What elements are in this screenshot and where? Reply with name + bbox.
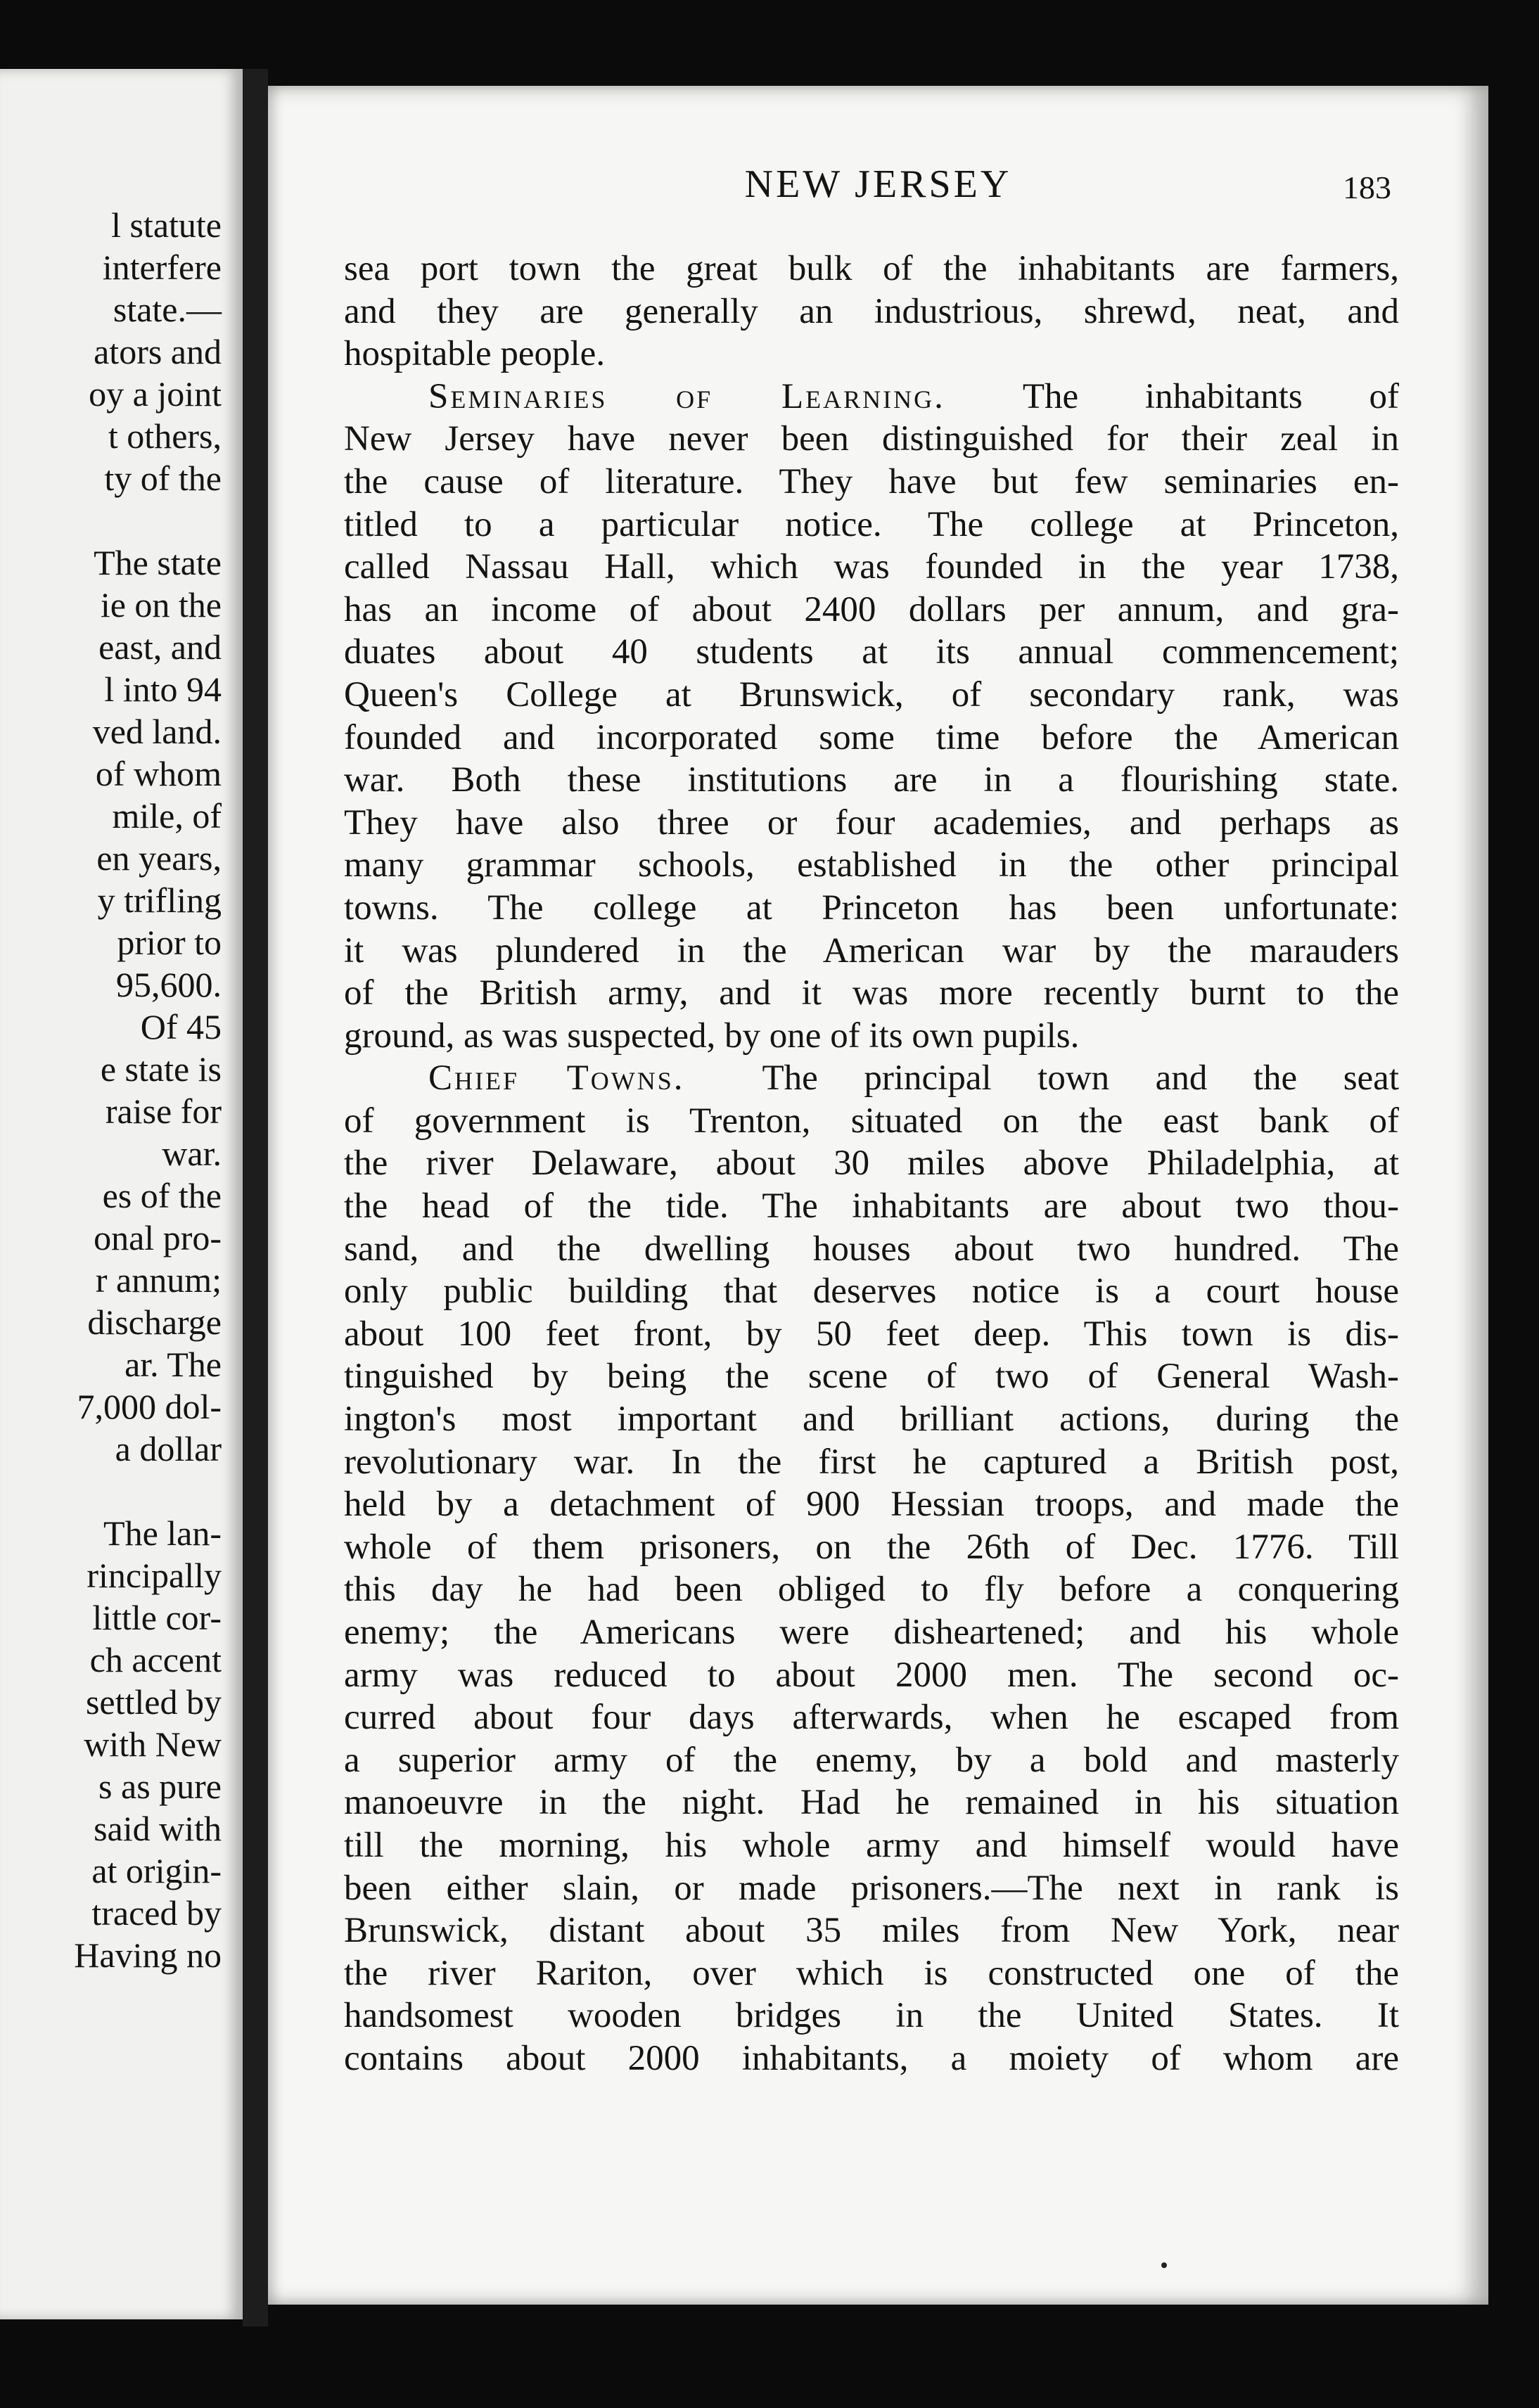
left-page-line: with New [84, 1724, 222, 1764]
running-head: NEW JERSEY [744, 162, 1012, 206]
right-page [268, 86, 1488, 2305]
left-page-line: settled by [85, 1682, 222, 1722]
text-line: curred about four days afterwards, when he escaped from [344, 1698, 1399, 1738]
left-page-line: ar. The [124, 1345, 222, 1384]
text-line: founded and incorporated some time before the American [344, 717, 1399, 757]
left-page-line: The state [94, 543, 222, 582]
left-page-line: discharge [87, 1302, 222, 1342]
left-page-line: prior to [117, 923, 222, 962]
text-line: the head of the tide. The inhabitants are about two thou- [344, 1186, 1399, 1227]
text-line: Queen's College at Brunswick, of secondary rank, was [344, 674, 1399, 715]
left-page-line: ty of the [104, 459, 222, 498]
left-page-line: Having no [74, 1935, 222, 1975]
ink-speck [1161, 2262, 1167, 2268]
text-line: titled to a particular notice. The college at Princeton, [344, 504, 1399, 544]
left-page-line: l into 94 [104, 670, 222, 709]
text-line: till the morning, his whole army and himself would have [344, 1825, 1399, 1865]
text-line: the cause of literature. They have but few seminaries en- [344, 461, 1399, 501]
text-fragment: The inhabitants of [1022, 376, 1399, 416]
left-page-line: The lan- [103, 1513, 222, 1553]
text-line: only public building that deserves notice is a court house [344, 1272, 1399, 1312]
section-heading: Chief Towns. [428, 1058, 685, 1099]
text-line: Brunswick, distant about 35 miles from New York, near [344, 1911, 1399, 1951]
left-page-line: 95,600. [116, 965, 222, 1004]
left-page-line: onal pro- [94, 1218, 222, 1257]
left-page-line: war. [162, 1134, 222, 1173]
text-line: war. Both these institutions are in a flourishing state. [344, 760, 1399, 800]
left-page-line: ie on the [100, 585, 222, 625]
text-line: and they are generally an industrious, shrewd, neat, and [344, 291, 1399, 331]
left-page-line: l statute [111, 205, 222, 245]
body-text [344, 248, 1399, 2080]
text-line: sand, and the dwelling houses about two hundred. The [344, 1229, 1399, 1269]
left-page-line: ators and [94, 332, 222, 371]
section-heading: Seminaries of Learning. [428, 376, 945, 416]
text-line: They have also three or four academies, and perhaps as [344, 802, 1399, 843]
text-line: New Jersey have never been distinguished for their zeal in [344, 419, 1399, 459]
text-line: it was plundered in the American war by the marauders [344, 930, 1399, 971]
text-line: been either slain, or made prisoners.—The next in rank is [344, 1868, 1399, 1908]
left-page-line: t others, [108, 416, 222, 456]
text-line: towns. The college at Princeton has been unfortunate: [344, 888, 1399, 928]
text-line: many grammar schools, established in the other principal [344, 845, 1399, 885]
left-page-line: y trifling [97, 880, 222, 920]
left-page-line: interfere [102, 248, 222, 287]
left-page-line: e state is [100, 1049, 222, 1089]
text-line: a superior army of the enemy, by a bold and masterly [344, 1740, 1399, 1780]
text-line: contains about 2000 inhabitants, a moiety of whom are [344, 2038, 1399, 2078]
text-line: revolutionary war. In the first he captured a British post, [344, 1442, 1399, 1482]
left-page-line: en years, [96, 838, 222, 878]
text-line: has an income of about 2400 dollars per annum, and gra- [344, 589, 1399, 629]
left-page-line: traced by [91, 1893, 222, 1933]
text-line: ground, as was suspected, by one of its own pupils. [344, 1016, 1080, 1056]
left-page-fragment [0, 69, 243, 2319]
left-page-line: ch accent [89, 1640, 222, 1679]
left-page-line: es of the [102, 1176, 222, 1215]
text-line: duates about 40 students at its annual commencement; [344, 632, 1399, 672]
text-line: tinguished by being the scene of two of General Wash- [344, 1357, 1399, 1397]
text-line: about 100 feet front, by 50 feet deep. This town is dis- [344, 1314, 1399, 1354]
book-gutter [243, 69, 268, 2326]
section-heading-line [344, 376, 1399, 418]
left-page-line: Of 45 [140, 1007, 222, 1046]
left-page-line: ved land. [92, 712, 222, 751]
text-line: manoeuvre in the night. Had he remained in his situation [344, 1783, 1399, 1823]
left-page-line: little cor- [92, 1598, 222, 1637]
text-line: enemy; the Americans were disheartened; and his whole [344, 1613, 1399, 1652]
left-page-line: r annum; [95, 1260, 222, 1300]
text-line: of government is Trenton, situated on the east bank of [344, 1101, 1399, 1141]
left-page-line: rincipally [87, 1556, 222, 1595]
section-heading-line [344, 1057, 1399, 1100]
left-page-line: a dollar [115, 1429, 222, 1468]
text-line: whole of them prisoners, on the 26th of Dec. 1776. Till [344, 1527, 1399, 1567]
left-page-line: state.— [113, 290, 222, 329]
left-page-line: east, and [98, 627, 222, 667]
text-line: held by a detachment of 900 Hessian troops, and made the [344, 1485, 1399, 1525]
left-page-line: mile, of [112, 796, 222, 835]
left-page-line: 7,000 dol- [77, 1387, 222, 1426]
left-page-line: of whom [95, 754, 222, 793]
page-number: 183 [1343, 169, 1391, 205]
left-page-line: said with [94, 1809, 222, 1848]
text-line: this day he had been obliged to fly before a conquering [344, 1570, 1399, 1610]
text-line: sea port town the great bulk of the inhabitants are farmers, [344, 249, 1399, 288]
text-line: hospitable people. [344, 334, 606, 374]
left-page-line: at origin- [91, 1851, 222, 1890]
left-page-line: oy a joint [89, 374, 222, 414]
text-line: army was reduced to about 2000 men. The second oc- [344, 1655, 1399, 1695]
text-line: the river Rariton, over which is constructed one of the [344, 1953, 1399, 1993]
text-line: the river Delaware, about 30 miles above Philadelphia, at [344, 1144, 1399, 1184]
text-line: of the British army, and it was more recently burnt to the [344, 973, 1399, 1013]
text-line: ington's most important and brilliant actions, during the [344, 1400, 1399, 1440]
left-page-line: raise for [105, 1091, 222, 1131]
text-line: called Nassau Hall, which was founded in the year 1738, [344, 547, 1399, 587]
left-page-line: s as pure [98, 1767, 222, 1806]
text-line: handsomest wooden bridges in the United States. It [344, 1996, 1399, 2036]
text-fragment: The principal town and the seat [762, 1058, 1399, 1099]
